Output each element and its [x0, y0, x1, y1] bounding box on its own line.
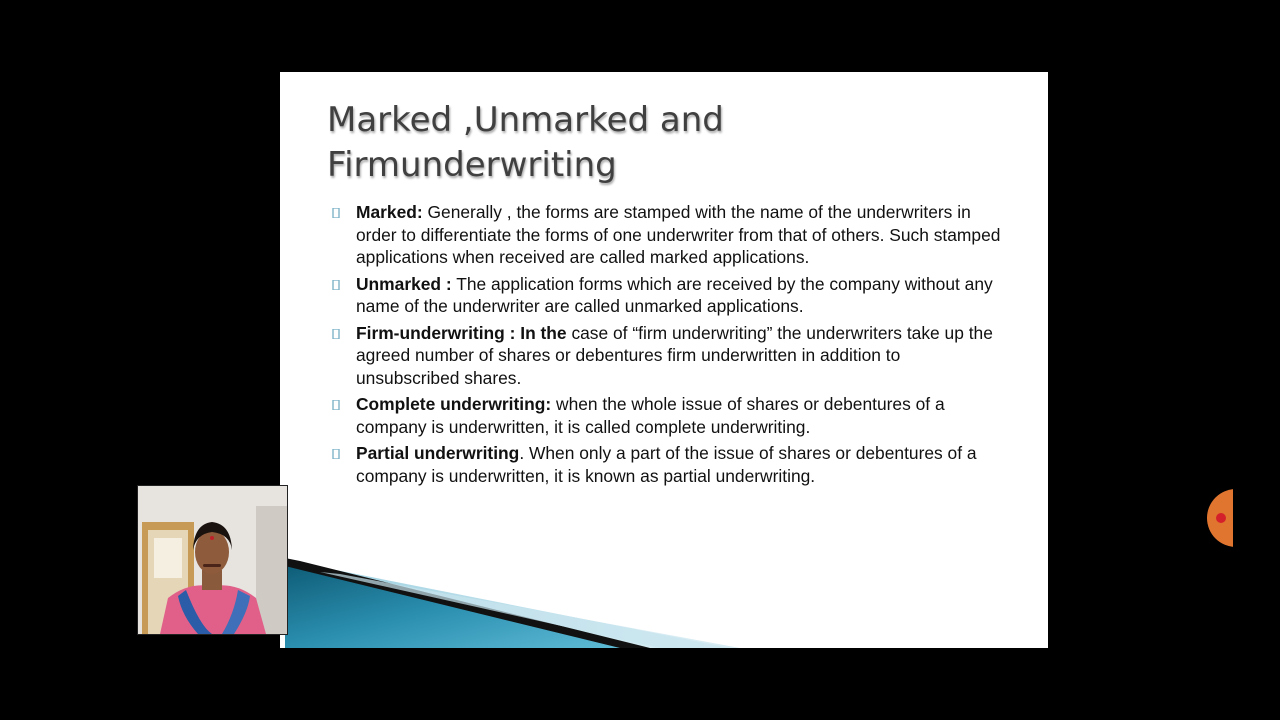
bullet-text: when the whole issue of shares or debentures of a company is underwritten, it is called complete underwriting.	[356, 394, 945, 437]
slide-title-line-1: Marked ,Unmarked and	[327, 100, 724, 140]
slide-title-line-2: Firmunderwriting	[327, 145, 617, 185]
bullet-term: Partial underwriting	[356, 443, 520, 463]
bullet-icon	[332, 329, 340, 339]
wave-dark-band	[285, 562, 625, 648]
wave-light-band	[285, 560, 730, 648]
bullet-term: Complete underwriting:	[356, 394, 552, 414]
bullet-term: Firm-underwriting : In the	[356, 322, 567, 343]
bullet-partial-underwriting	[332, 442, 1004, 487]
slide-title	[327, 98, 927, 188]
bullet-marked	[332, 201, 1004, 269]
presentation-slide	[280, 72, 1048, 648]
bullet-icon	[332, 208, 340, 218]
bullet-icon	[332, 400, 340, 410]
bullet-list	[332, 201, 1004, 491]
bullet-text: case of “firm underwriting” the underwriters take up the agreed number of shares or debentures firm underwritten in addition to unsubscribed shares.	[356, 322, 993, 388]
presenter-webcam	[137, 485, 288, 635]
bullet-complete-underwriting	[332, 393, 1004, 438]
record-button[interactable]	[1207, 489, 1233, 547]
bullet-text: Generally , the forms are stamped with the name of the underwriters in order to differentiate the forms of one underwriter from that of others. Such stamped applications when received are called marked applications.	[356, 202, 1001, 267]
bullet-unmarked	[332, 273, 1004, 318]
wave-black-stripe	[285, 558, 650, 648]
record-icon	[1216, 513, 1226, 523]
bullet-text: . When only a part of the issue of shares or debentures of a company is underwritten, it is known as partial underwriting.	[356, 443, 977, 486]
wave-pale-band	[320, 572, 740, 648]
bullet-term: Marked:	[356, 202, 423, 222]
bullet-term: Unmarked :	[356, 273, 452, 294]
bullet-text: The application forms which are received by the company without any name of the underwriter are called unmarked applications.	[356, 273, 993, 316]
bullet-icon	[332, 449, 340, 459]
bullet-icon	[332, 280, 340, 290]
bullet-firm-underwriting	[332, 322, 1004, 390]
